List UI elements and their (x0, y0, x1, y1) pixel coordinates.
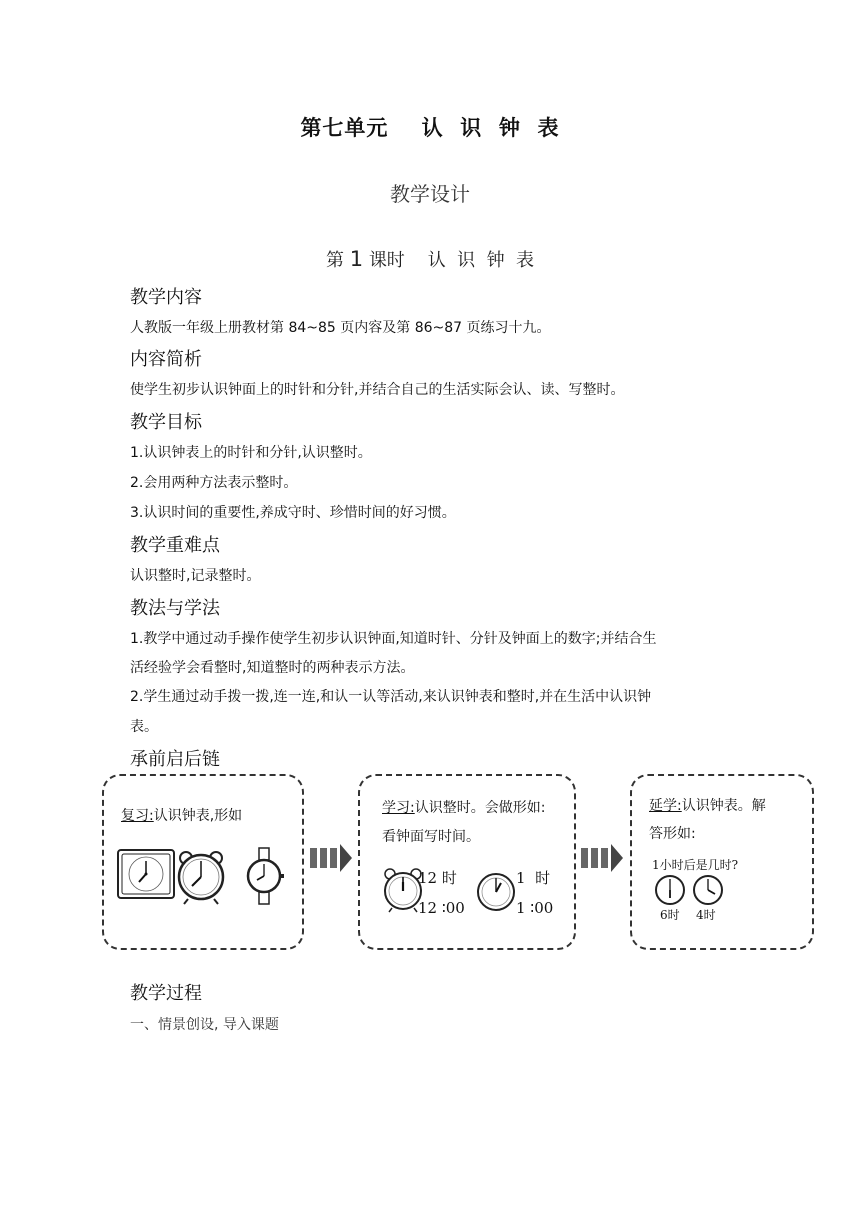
learn-clock1-digital: 12 ∶00 (418, 899, 465, 917)
extend-box (630, 774, 814, 950)
heading-process: 教学过程 (130, 983, 202, 1004)
heading-chain: 承前启后链 (130, 749, 220, 770)
review-clocks-illustration (116, 846, 300, 906)
review-label: 复习: (121, 808, 154, 824)
lesson-title (0, 246, 860, 272)
learn-clock2-digital: 1 ∶00 (516, 899, 554, 917)
key-points-text: 认识整时,记录整时。 (130, 568, 261, 584)
chain-arrow-2 (581, 844, 623, 872)
clock-6-oclock-icon (654, 874, 686, 906)
review-text: 认识钟表,形如 (153, 808, 243, 824)
methods-line-2: 活经验学会看整时,知道整时的两种表示方法。 (130, 660, 415, 676)
process-sub: 一、情景创设, 导入课题 (130, 1017, 279, 1033)
wrist-watch-icon (248, 848, 284, 904)
clock-4-oclock-icon (692, 874, 724, 906)
review-box (102, 774, 304, 950)
methods-line-1: 1.教学中通过动手操作使学生初步认识钟面,知道时针、分针及钟面上的数字;并结合生 (130, 631, 657, 647)
goal-item-3: 3.认识时间的重要性,养成守时、珍惜时间的好习惯。 (130, 505, 456, 521)
clock-1-oclock-icon (476, 872, 516, 912)
extend-label: 延学: (649, 798, 682, 814)
heading-goals: 教学目标 (130, 412, 202, 433)
goal-item-2: 2.会用两种方法表示整时。 (130, 475, 298, 491)
content-text: 人教版一年级上册教材第 84~85 页内容及第 86~87 页练习十九。 (130, 320, 551, 336)
lesson-suffix: 课时 认 识 钟 表 (368, 250, 535, 271)
learn-line-2: 看钟面写时间。 (382, 829, 480, 845)
review-line (121, 805, 242, 825)
heading-key-points: 教学重难点 (130, 535, 220, 556)
extend-text: 认识钟表。解 (681, 798, 766, 814)
methods-line-4: 表。 (130, 719, 158, 735)
lesson-prefix: 第 (325, 250, 344, 271)
alarm-clock-icon (179, 852, 223, 904)
lesson-number: 1 (349, 247, 364, 271)
design-title: 教学设计 (390, 182, 470, 206)
extend-question: 1小时后是几时? (652, 858, 739, 872)
unit-title: 第七单元 认 识 钟 表 (300, 116, 560, 140)
extend-label-1: 6时 (660, 908, 680, 922)
learn-box (358, 774, 576, 950)
heading-analysis: 内容简析 (130, 349, 202, 370)
chain-arrow-1 (310, 844, 352, 872)
extend-label-2: 4时 (696, 908, 716, 922)
learn-text: 认识整时。会做形如: (414, 800, 546, 816)
goal-item-1: 1.认识钟表上的时针和分针,认识整时。 (130, 445, 372, 461)
learn-line-1 (382, 797, 545, 817)
methods-line-3: 2.学生通过动手拨一拨,连一连,和认一认等活动,来认识钟表和整时,并在生活中认识钟 (130, 689, 652, 705)
learn-clock1-hour: 12 时 (418, 869, 457, 887)
extend-line-2: 答形如: (649, 826, 696, 842)
heading-methods: 教法与学法 (130, 598, 220, 619)
learn-label: 学习: (382, 800, 415, 816)
learn-clock2-hour: 1 时 (516, 869, 551, 887)
square-clock-icon (118, 850, 174, 898)
extend-line-1 (649, 795, 766, 815)
analysis-text: 使学生初步认识钟面上的时针和分针,并结合自己的生活实际会认、读、写整时。 (130, 382, 625, 398)
heading-content: 教学内容 (130, 287, 202, 308)
